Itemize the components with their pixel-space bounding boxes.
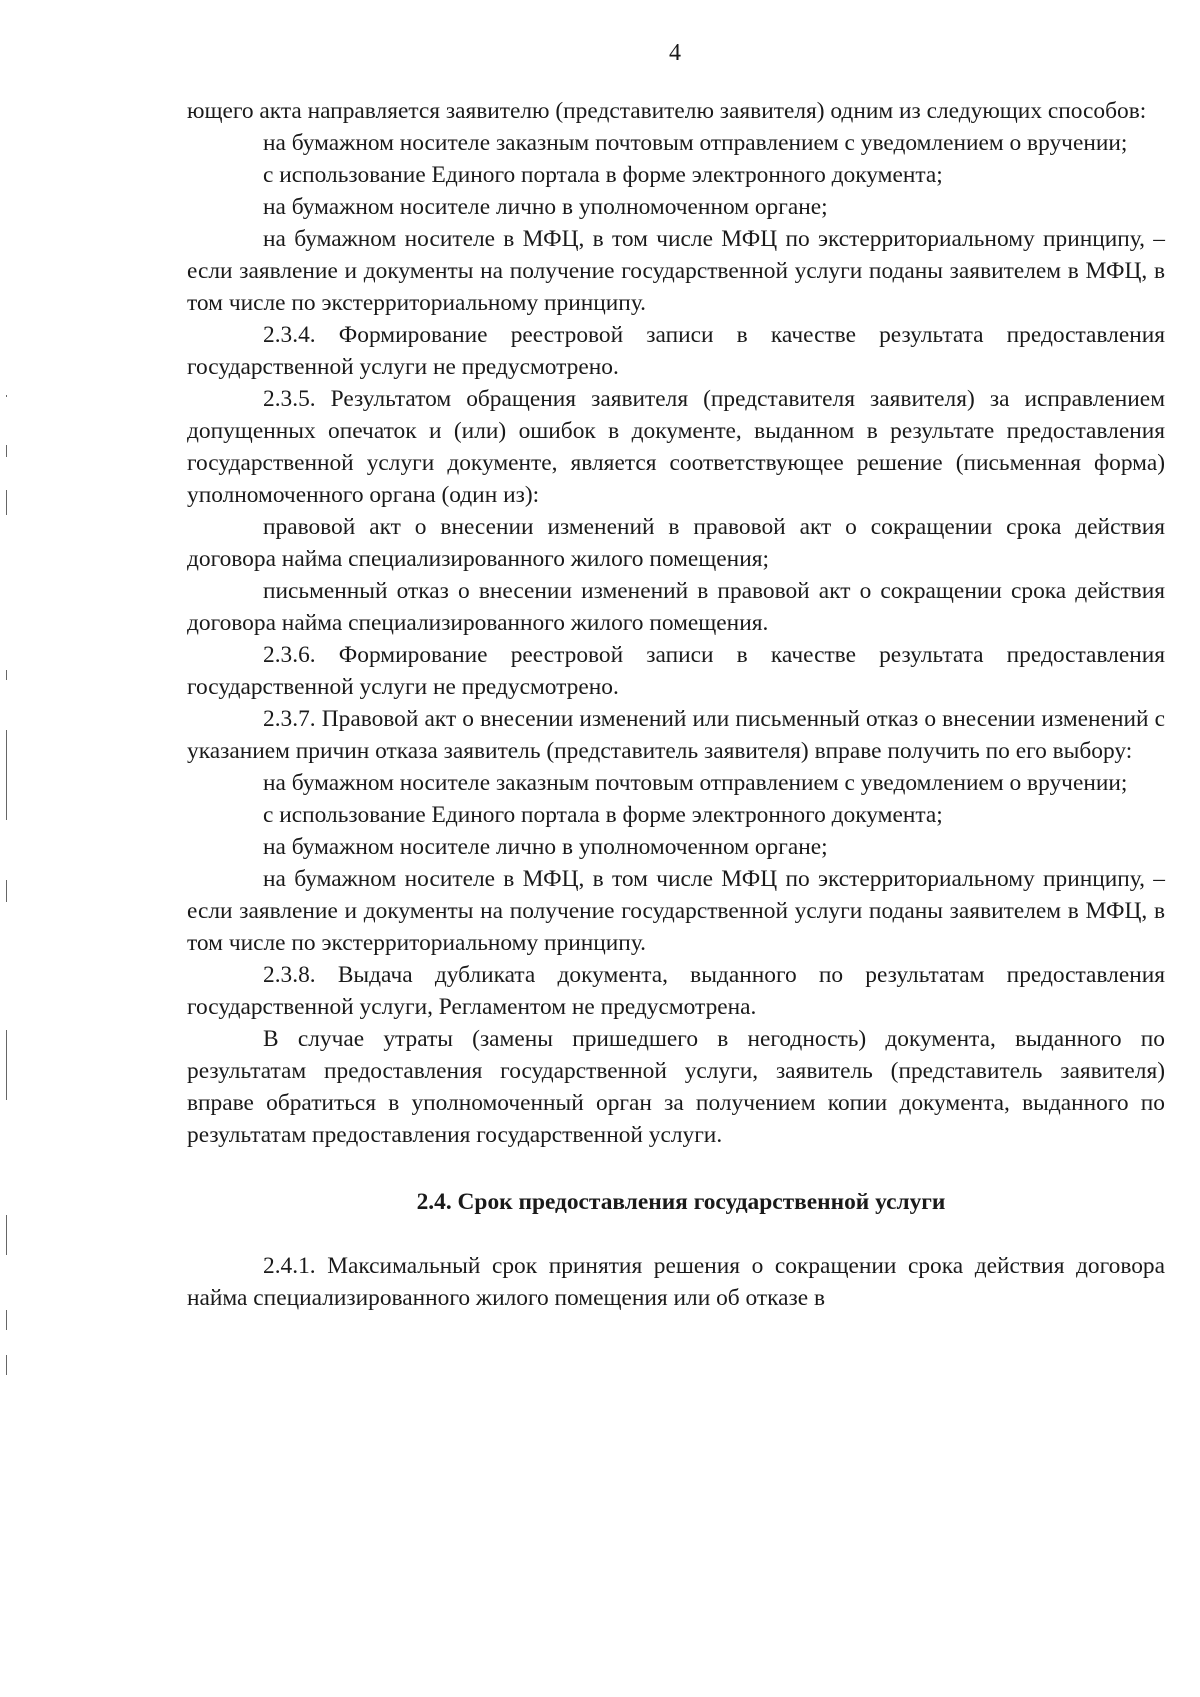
paragraph: на бумажном носителе заказным почтовым отправлением с уведомлением о вручении; [263, 130, 1128, 156]
scan-edge-marks [6, 0, 16, 1697]
paragraph: письменный отказ о внесении изменений в правовой акт о сокращении срока действия договора найма специализированного жилого помещения. [187, 578, 1165, 636]
paragraph: на бумажном носителе лично в уполномоченном органе; [263, 834, 828, 860]
paragraph: правовой акт о внесении изменений в правовой акт о сокращении срока действия договора найма специализированного жилого помещения; [187, 514, 1165, 572]
paragraph: на бумажном носителе в МФЦ, в том числе МФЦ по экстерриториальному принципу, – если заявление и документы на получение государственной услуги поданы заявителем в МФЦ, в том числе по экстерриториальному принципу. [187, 866, 1165, 956]
paragraph: 2.3.4. Формирование реестровой записи в качестве результата предоставления государственной услуги не предусмотрено. [187, 322, 1165, 380]
paragraph: с использование Единого портала в форме электронного документа; [263, 162, 943, 188]
paragraph: на бумажном носителе лично в уполномоченном органе; [263, 194, 828, 220]
paragraph: 2.3.5. Результатом обращения заявителя (представителя заявителя) за исправлением допущенных опечаток и (или) ошибок в документе, выданном в результате предоставления государственной услуги документе, является соответствующее решение (письменная форма) уполномоченного органа (один из): [187, 386, 1165, 508]
section-heading: 2.4. Срок предоставления государственной услуги [416, 1189, 946, 1215]
document-body [187, 95, 1165, 1314]
paragraph: ющего акта направляется заявителю (представителю заявителя) одним из следующих способов: [187, 98, 1147, 124]
page-number: 4 [669, 40, 681, 66]
paragraph: 2.3.6. Формирование реестровой записи в качестве результата предоставления государственной услуги не предусмотрено. [187, 642, 1165, 700]
paragraph: на бумажном носителе заказным почтовым отправлением с уведомлением о вручении; [263, 770, 1128, 796]
paragraph: с использование Единого портала в форме электронного документа; [263, 802, 943, 828]
paragraph: В случае утраты (замены пришедшего в негодность) документа, выданного по результатам предоставления государственной услуги, заявитель (представитель заявителя) вправе обратиться в уполномоченный орган за получением копии документа, выданного по результатам предоставления государственной услуги. [187, 1026, 1165, 1148]
paragraph: 2.3.8. Выдача дубликата документа, выданного по результатам предоставления государственной услуги, Регламентом не предусмотрена. [187, 962, 1165, 1020]
paragraph: 2.3.7. Правовой акт о внесении изменений или письменный отказ о внесении изменений с указанием причин отказа заявитель (представитель заявителя) вправе получить по его выбору: [187, 706, 1165, 764]
paragraph: 2.4.1. Максимальный срок принятия решения о сокращении срока действия договора найма специализированного жилого помещения или об отказе в [187, 1253, 1165, 1311]
paragraph: на бумажном носителе в МФЦ, в том числе МФЦ по экстерриториальному принципу, – если заявление и документы на получение государственной услуги поданы заявителем в МФЦ, в том числе по экстерриториальному принципу. [187, 226, 1165, 316]
